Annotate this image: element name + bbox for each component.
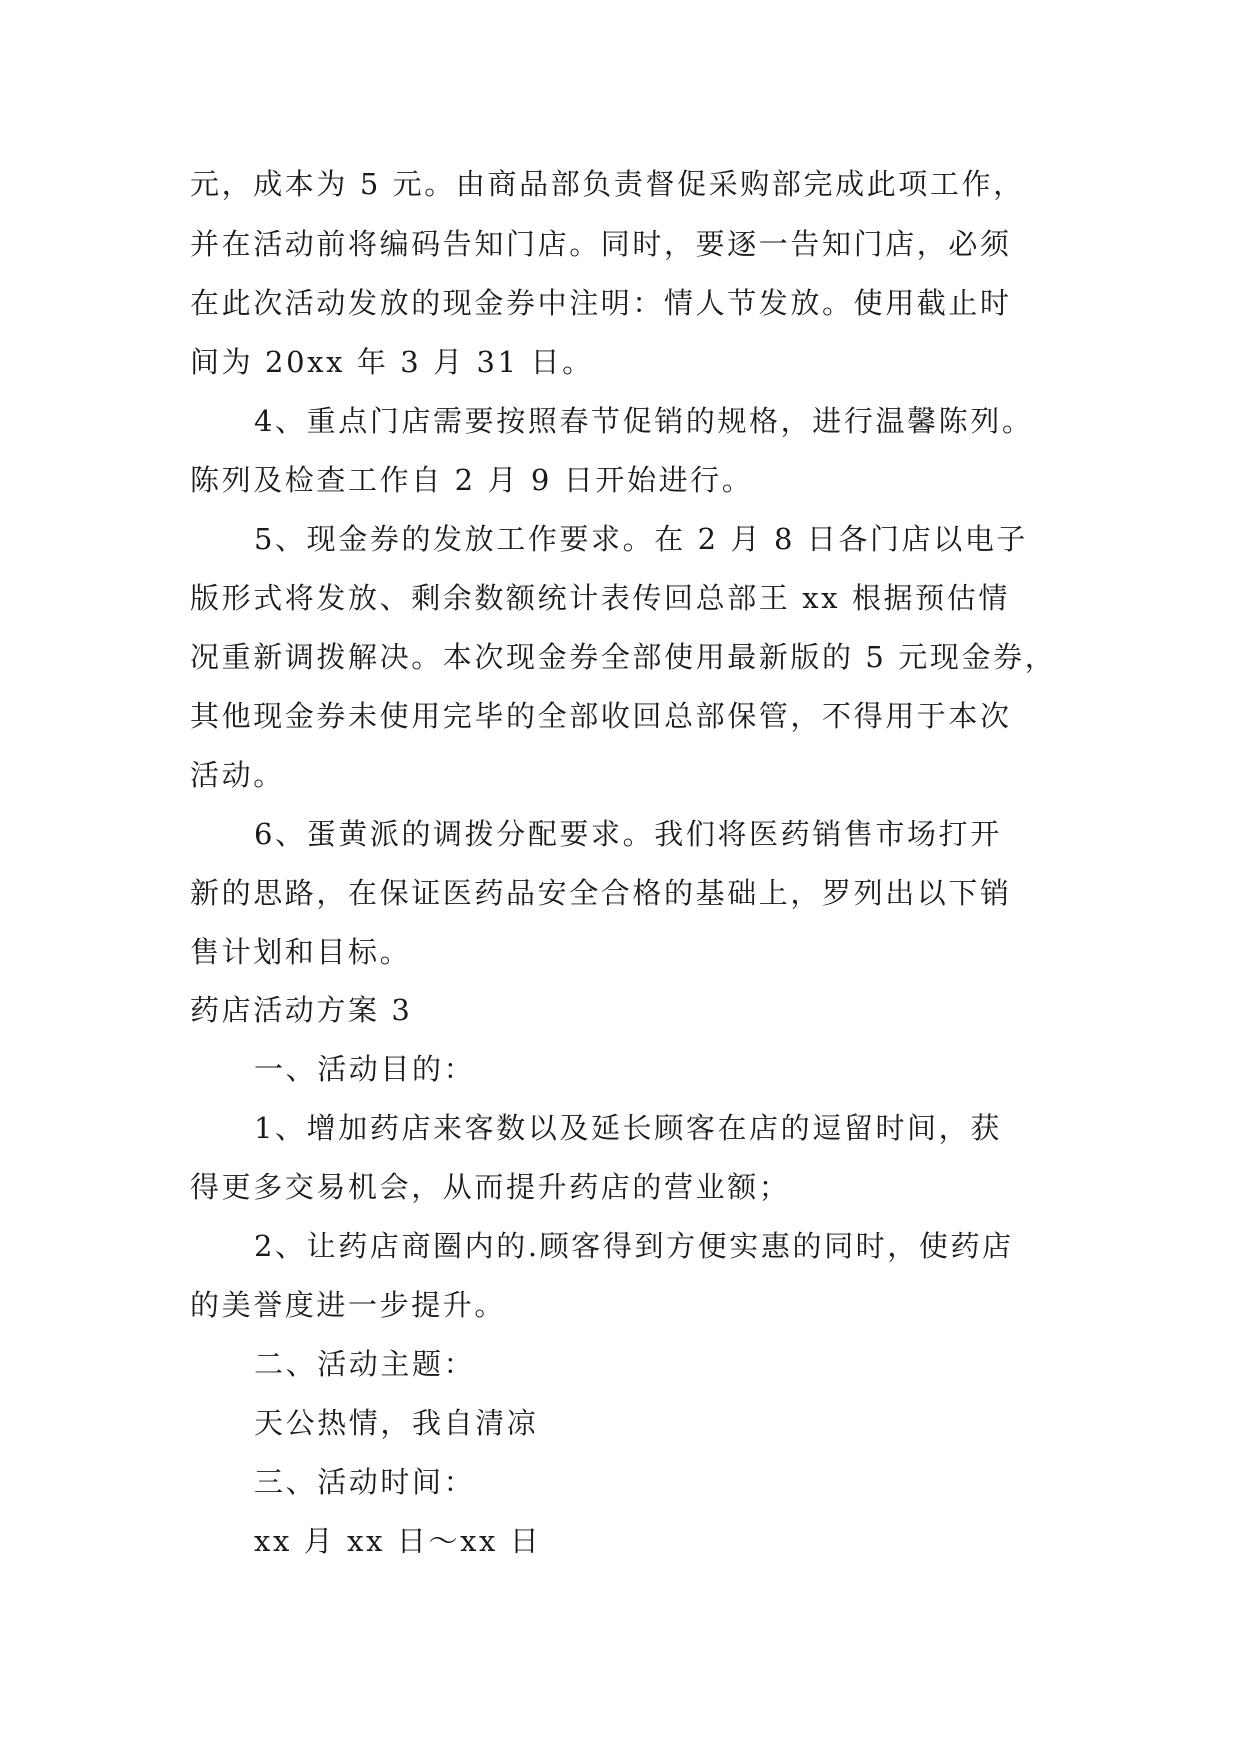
text-line: 新的思路，在保证医药品安全合格的基础上，罗列出以下销 [190, 876, 1012, 910]
paragraph-line: 2、让药店商圈内的.顾客得到方便实惠的同时，使药店 [254, 1229, 1014, 1263]
text-line: 的美誉度进一步提升。 [190, 1288, 507, 1322]
section-title: 药店活动方案 3 [190, 993, 413, 1027]
text-line: 售计划和目标。 [190, 935, 412, 969]
paragraph-line: 5、现金券的发放工作要求。在 2 月 8 日各门店以电子 [254, 522, 1029, 556]
text-line: 得更多交易机会，从而提升药店的营业额； [190, 1170, 791, 1204]
heading-line: 一、活动目的： [254, 1052, 476, 1086]
paragraph-line: 6、蛋黄派的调拨分配要求。我们将医药销售市场打开 [254, 817, 1002, 851]
paragraph-line: 4、重点门店需要按照春节促销的规格，进行温馨陈列。 [254, 404, 1034, 438]
paragraph-line: 1、增加药店来客数以及延长顾客在店的逗留时间，获 [254, 1111, 1002, 1145]
text-line: 陈列及检查工作自 2 月 9 日开始进行。 [190, 463, 754, 497]
text-line: 间为 20xx 年 3 月 31 日。 [190, 345, 594, 379]
paragraph-line: xx 月 xx 日～xx 日 [254, 1524, 542, 1558]
heading-line: 三、活动时间： [254, 1465, 476, 1499]
heading-line: 二、活动主题： [254, 1347, 476, 1381]
text-line: 在此次活动发放的现金券中注明：情人节发放。使用截止时 [190, 286, 1012, 320]
text-line: 并在活动前将编码告知门店。同时，要逐一告知门店，必须 [190, 227, 1012, 261]
text-line: 活动。 [190, 758, 285, 792]
text-line: 其他现金券未使用完毕的全部收回总部保管，不得用于本次 [190, 699, 1012, 733]
text-line: 况重新调拨解决。本次现金券全部使用最新版的 5 元现金券， [190, 640, 1057, 674]
text-line: 版形式将发放、剩余数额统计表传回总部王 xx 根据预估情 [190, 581, 1010, 615]
paragraph-line: 天公热情，我自清凉 [254, 1406, 539, 1440]
text-line: 元，成本为 5 元。由商品部负责督促采购部完成此项工作， [190, 167, 1025, 201]
